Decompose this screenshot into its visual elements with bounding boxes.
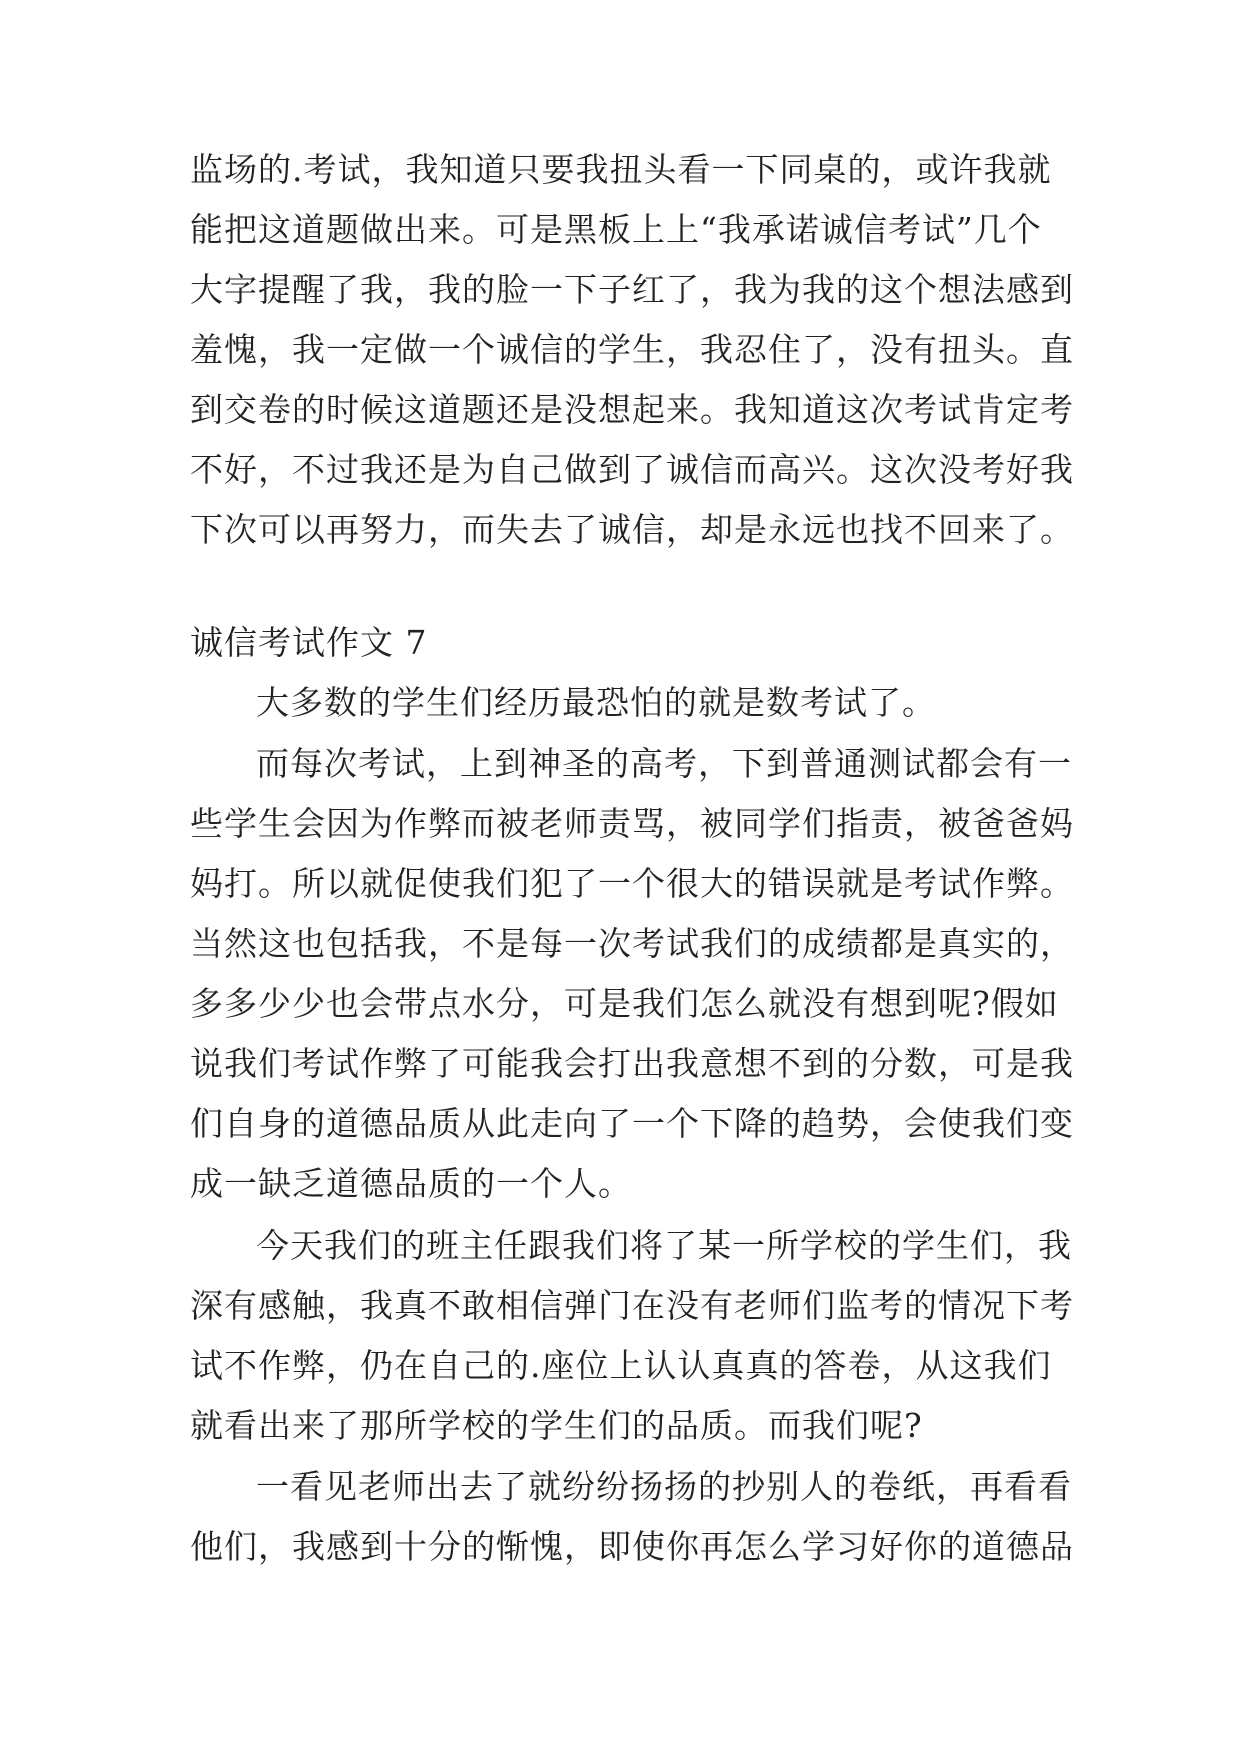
text-line: 当然这也包括我，不是每一次考试我们的成绩都是真实的， — [190, 924, 1074, 963]
text-line: 今天我们的班主任跟我们将了某一所学校的学生们，我 — [256, 1226, 1072, 1265]
text-line: 试不作弊，仍在自己的.座位上认认真真的答卷，从这我们 — [190, 1346, 1052, 1385]
text-line: 成一缺乏道德品质的一个人。 — [190, 1164, 632, 1203]
text-line: 深有感触，我真不敢相信弹门在没有老师们监考的情况下考 — [190, 1286, 1074, 1325]
text-line: 羞愧，我一定做一个诚信的学生，我忍住了，没有扭头。直 — [190, 330, 1074, 369]
text-line: 而每次考试，上到神圣的高考，下到普通测试都会有一 — [256, 744, 1072, 783]
text-line: 不好，不过我还是为自己做到了诚信而高兴。这次没考好我 — [190, 450, 1074, 489]
text-line: 妈打。所以就促使我们犯了一个很大的错误就是考试作弊。 — [190, 864, 1074, 903]
text-line: 他们，我感到十分的惭愧，即使你再怎么学习好你的道德品 — [190, 1527, 1074, 1566]
text-line: 多多少少也会带点水分，可是我们怎么就没有想到呢?假如 — [190, 984, 1059, 1023]
text-line: 下次可以再努力，而失去了诚信，却是永远也找不回来了。 — [190, 510, 1074, 549]
text-line: 们自身的道德品质从此走向了一个下降的趋势，会使我们变 — [190, 1104, 1074, 1143]
section-heading: 诚信考试作文 7 — [190, 623, 428, 662]
text-line: 一看见老师出去了就纷纷扬扬的抄别人的卷纸，再看看 — [256, 1467, 1072, 1506]
text-line: 大多数的学生们经历最恐怕的就是数考试了。 — [256, 683, 936, 722]
text-line: 能把这道题做出来。可是黑板上上“我承诺诚信考试”几个 — [190, 210, 1042, 249]
text-line: 些学生会因为作弊而被老师责骂，被同学们指责，被爸爸妈 — [190, 804, 1074, 843]
text-line: 到交卷的时候这道题还是没想起来。我知道这次考试肯定考 — [190, 390, 1074, 429]
text-line: 说我们考试作弊了可能我会打出我意想不到的分数，可是我 — [190, 1044, 1074, 1083]
text-line: 就看出来了那所学校的学生们的品质。而我们呢? — [190, 1406, 923, 1445]
text-line: 监场的.考试，我知道只要我扭头看一下同桌的，或许我就 — [190, 150, 1052, 189]
text-line: 大字提醒了我，我的脸一下子红了，我为我的这个想法感到 — [190, 270, 1074, 309]
